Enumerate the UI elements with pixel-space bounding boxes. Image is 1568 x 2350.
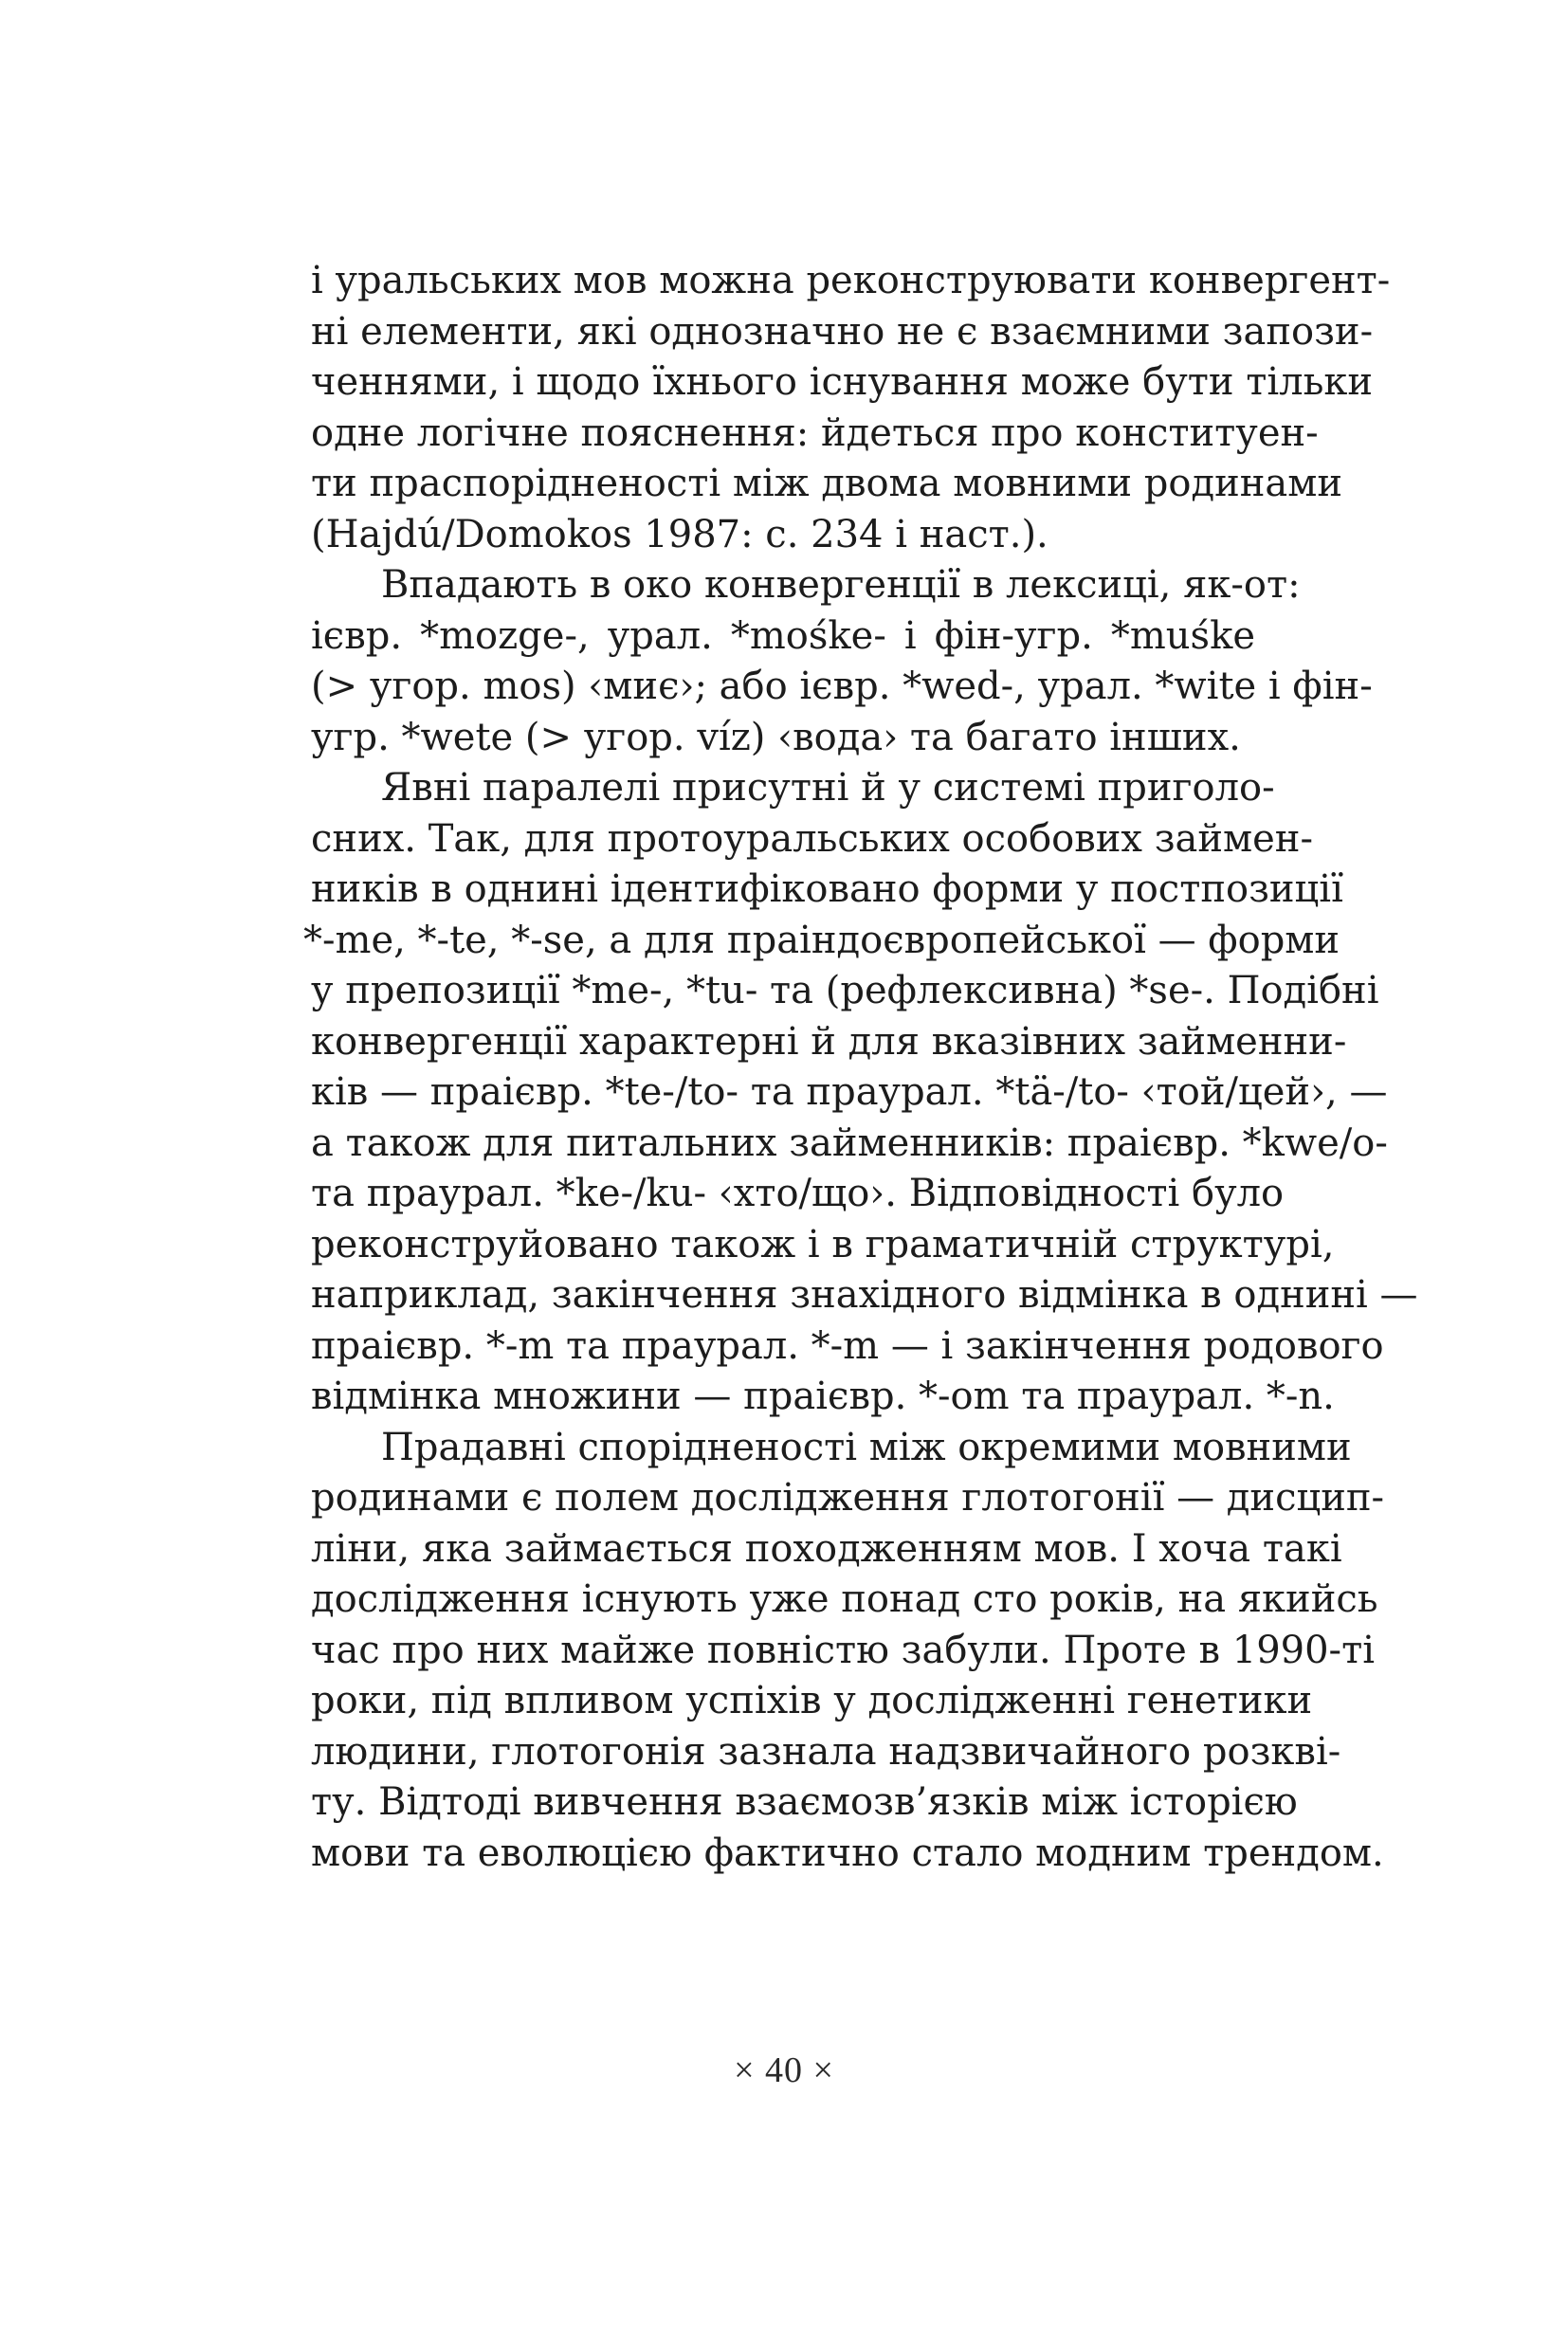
text-line: Явні паралелі присутні й у системі приголо- (381, 766, 1275, 810)
text-line: людини, глотогонія зазнала надзвичайного розкві- (311, 1729, 1341, 1774)
text-line: час про них майже повністю забули. Проте в 1990-ті (311, 1628, 1375, 1672)
paragraph-2 (311, 560, 1373, 763)
text-line: Прадавні спорідненості між окремими мовними (381, 1425, 1352, 1469)
text-line: ліни, яка займається походженням мов. І хоча такі (311, 1526, 1342, 1571)
text-line: мови та еволюцією фактично стало модним трендом. (311, 1831, 1384, 1875)
text-line: ників в однині ідентифіковано форми у постпозиції (311, 867, 1343, 911)
text-line: (> угор. mos) ‹миє›; або ієвр. *wed-, урал. *wite і фін- (311, 665, 1373, 708)
paragraph-1 (311, 256, 1391, 560)
text-line: та праурал. *ke-/ku- ‹хто/що›. Відповідності було (311, 1172, 1285, 1215)
text-line: *-me, *-te, *-se, а для праіндоєвропейської — форми (303, 918, 1340, 962)
text-line: у препозиції *me-, *tu- та (рефлексивна) *se-. Подібні (311, 969, 1379, 1012)
text-line: реконструйовано також і в граматичній структурі, (311, 1222, 1335, 1266)
text-line: а також для питальних займенників: праієвр. *kwe/o- (311, 1120, 1388, 1165)
text-line: ків — праієвр. *te-/to- та праурал. *tä-/to- ‹той/цей›, — (311, 1070, 1388, 1114)
text-line: праієвр. *-m та праурал. *-m — і закінчення родового (311, 1323, 1384, 1368)
text-line: ченнями, і щодо їхнього існування може бути тільки (311, 360, 1373, 404)
text-line: ієвр. *mozge-, урал. *mośke- і фін-угр. *muśke (311, 613, 1255, 658)
text-line: (Hajdú/Domokos 1987: с. 234 і наст.). (311, 512, 1048, 556)
paragraph-4 (311, 1423, 1385, 1880)
paragraph-3 (303, 763, 1418, 1423)
text-line: Впадають в око конвергенції в лексиці, як-от: (381, 563, 1301, 607)
text-line: і уральських мов можна реконструювати конвергент- (311, 259, 1391, 302)
text-line: сних. Так, для протоуральських особових займен- (311, 816, 1313, 861)
text-line: ту. Відтоді вивчення взаємозв’язків між історією (311, 1780, 1298, 1824)
text-line: одне логічне пояснення: йдеться про конституен- (311, 410, 1319, 455)
body-text (303, 256, 1418, 1879)
text-line: дослідження існують уже понад сто років, на якийсь (311, 1577, 1378, 1621)
text-line: угр. *wete (> угор. víz) ‹вода› та багато інших. (311, 715, 1241, 759)
page-number: × 40 × (734, 2050, 834, 2090)
text-line: відмінка множини — праієвр. *-om та праурал. *-n. (311, 1375, 1335, 1418)
text-line: роки, під впливом успіхів у дослідженні генетики (311, 1679, 1313, 1722)
text-line: наприклад, закінчення знахідного відмінка в однині — (311, 1273, 1418, 1317)
text-line: родинами є полем дослідження глотогонії — дисцип- (311, 1476, 1385, 1520)
text-line: ти праспорідненості між двома мовними родинами (311, 462, 1343, 505)
text-line: ні елементи, які однозначно не є взаємними запози- (311, 309, 1374, 354)
text-line: конвергенції характерні й для вказівних займенни- (311, 1019, 1347, 1064)
